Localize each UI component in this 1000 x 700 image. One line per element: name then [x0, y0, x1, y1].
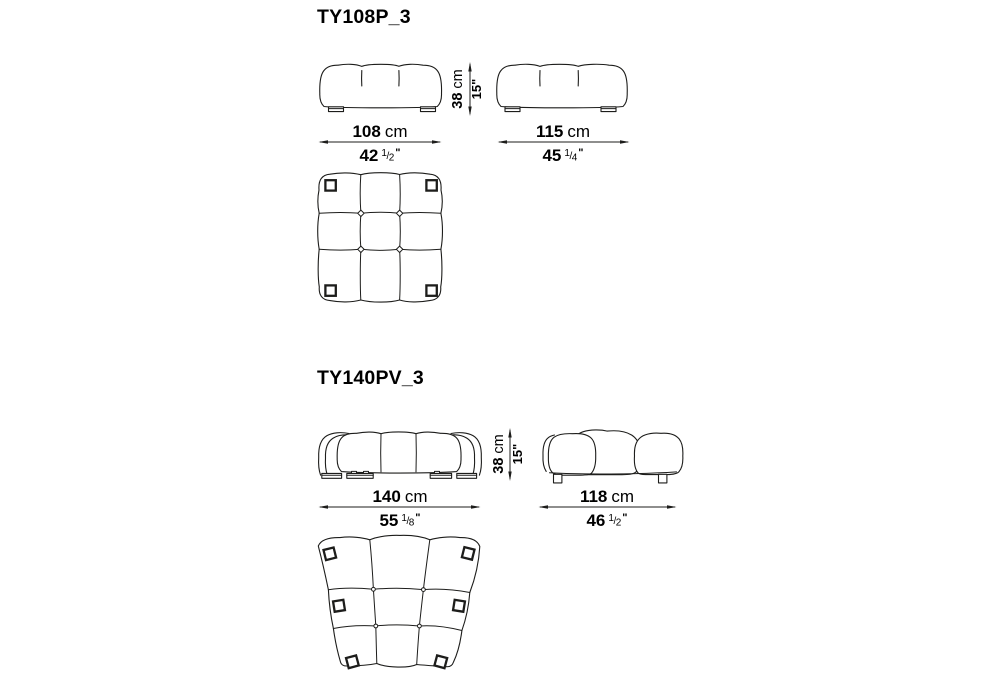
ty140pv-top-view	[318, 535, 480, 668]
seam-radial	[370, 540, 377, 664]
tuft-button	[418, 624, 422, 628]
foot	[659, 474, 667, 483]
foot	[329, 107, 344, 112]
foot-square	[426, 285, 436, 295]
width-dim-inch-42: 42 $^1$/2"	[359, 146, 401, 165]
width-dim-cm-108: 108 cm	[352, 122, 408, 141]
pouf-body-outline	[320, 64, 442, 108]
seam-vertical	[360, 175, 361, 300]
width-dim-cm-118: 118 cm	[579, 487, 635, 506]
ty140pv-width-dimension-line-b	[539, 505, 677, 508]
tuft-button	[422, 588, 426, 592]
seam-vertical	[400, 175, 401, 301]
tuft-button	[396, 246, 402, 252]
foot	[601, 107, 616, 112]
cushion-front	[548, 434, 595, 476]
ty140pv-side-view	[543, 430, 683, 483]
foot-square	[325, 180, 335, 190]
tuft-button	[396, 210, 402, 216]
foot	[505, 107, 520, 112]
cushion-rear	[634, 433, 683, 475]
width-dim-inch-46: 46 $^1$/2"	[586, 511, 628, 530]
height-dim-cm-2: 38cm	[491, 434, 507, 474]
ty108p-width-dimension-line-b	[498, 140, 630, 143]
foot-square	[323, 547, 336, 560]
ty108p-front-view-b	[497, 64, 628, 111]
width-dim-inch-45: 45 $^1$/4"	[542, 146, 584, 165]
tuft-button	[358, 210, 364, 216]
pouf-body-outline	[337, 432, 461, 473]
model-title-ty140pv: TY140PV_3	[317, 367, 424, 389]
seam-horizontal	[319, 249, 441, 250]
foot-square	[325, 285, 335, 295]
height-dim-inch-2: 15"	[510, 443, 525, 465]
model-title-ty108p: TY108P_3	[317, 6, 411, 28]
foot	[347, 473, 373, 478]
pouf-body-outline	[497, 64, 628, 108]
tuft-button	[374, 624, 378, 628]
seam-horizontal	[319, 212, 441, 213]
foot	[554, 474, 562, 483]
foot	[322, 473, 342, 478]
seam-radial	[417, 540, 430, 665]
foot-tab	[352, 471, 357, 473]
ty108p-top-view	[318, 173, 443, 302]
top-view-outline	[318, 173, 443, 302]
tuft-button	[372, 587, 376, 591]
foot-tab	[364, 471, 369, 473]
height-dim-inch-1: 15"	[469, 78, 484, 99]
foot-square	[462, 547, 475, 560]
height-dim-cm-1: 38cm	[450, 68, 466, 109]
width-dim-cm-115: 115 cm	[535, 122, 591, 141]
ty108p-front-view-a	[320, 64, 442, 111]
foot-square	[346, 655, 359, 668]
foot-square	[426, 180, 436, 190]
width-dim-cm-140: 140 cm	[372, 487, 428, 506]
tuft-button	[358, 246, 364, 252]
foot-square	[333, 600, 345, 612]
foot	[421, 107, 436, 112]
seam-arc	[333, 625, 462, 631]
ty140pv-front-view	[319, 432, 482, 478]
foot	[430, 473, 451, 478]
width-dim-inch-55: 55 $^1$/8"	[379, 511, 421, 530]
foot	[457, 473, 477, 478]
foot-tab	[435, 471, 440, 473]
foot-square	[434, 655, 447, 668]
seam-arc	[328, 588, 469, 592]
foot-square	[453, 600, 465, 612]
